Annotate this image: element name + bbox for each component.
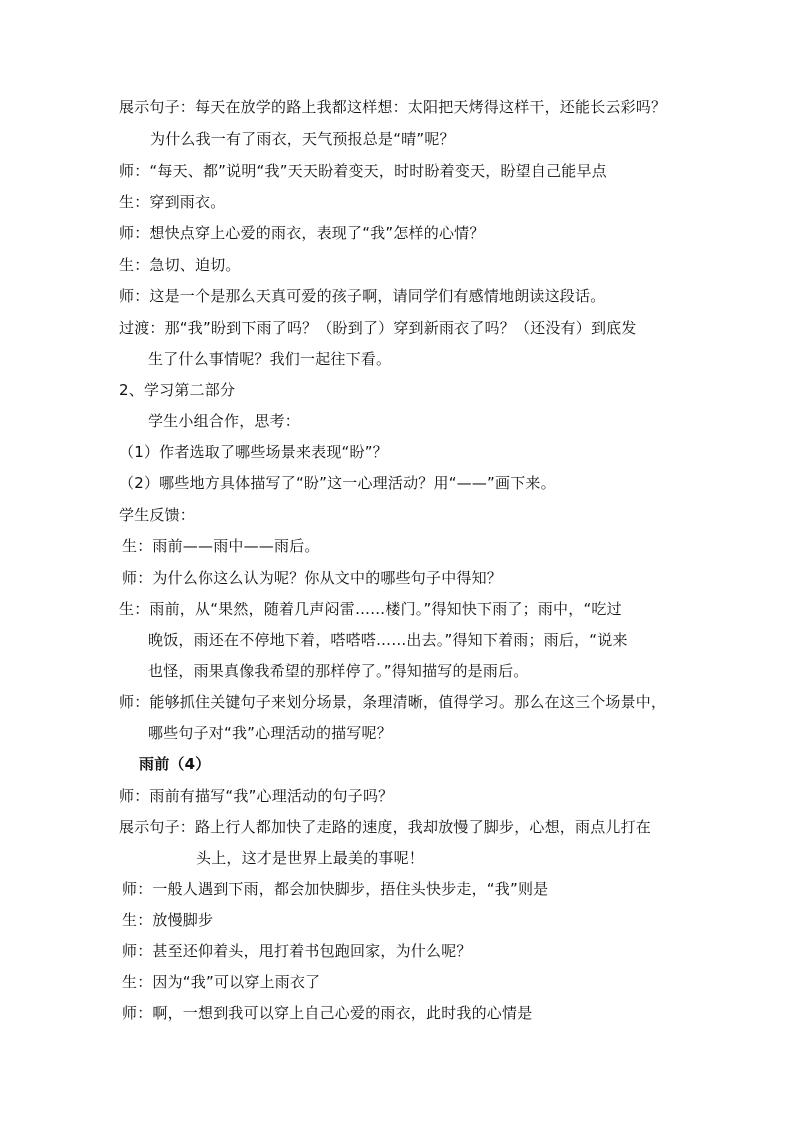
text-line: 生了什么事情呢？我们一起往下看。 <box>148 350 392 368</box>
text-line: 师：这是一个是那么天真可爱的孩子啊，请同学们有感情地朗读这段话。 <box>119 287 606 305</box>
section-heading: 2、学习第二部分 <box>119 381 236 399</box>
text-line: 过渡：那“我”盼到下雨了吗？（盼到了）穿到新雨衣了吗？（还没有）到底发 <box>119 319 637 337</box>
text-line: 展示句子：路上行人都加快了走路的速度，我却放慢了脚步，心想，雨点儿打在 <box>119 818 652 836</box>
text-line: 哪些句子对“我”心理活动的描写呢？ <box>148 724 392 742</box>
text-line: 师：能够抓住关键句子来划分场景，条理清晰，值得学习。那么在这三个场景中， <box>119 693 667 711</box>
text-line: 为什么我一有了雨衣，天气预报总是“晴”呢？ <box>150 130 455 148</box>
text-line: 生：雨前——雨中——雨后。 <box>122 537 320 555</box>
text-line: （2）哪些地方具体描写了“盼”这一心理活动？用“——”画下来。 <box>119 474 556 492</box>
text-line: 生：急切、迫切。 <box>119 256 241 274</box>
text-line: 生：穿到雨衣。 <box>119 193 226 211</box>
text-line: 也怪，雨果真像我希望的那样停了。”得知描写的是雨后。 <box>148 662 529 680</box>
text-line: 生：放慢脚步 <box>122 911 214 929</box>
text-line: 学生小组合作，思考： <box>148 412 301 430</box>
text-line: 学生反馈： <box>119 506 196 524</box>
text-line: 师：一般人遇到下雨，都会加快脚步，捂住头快步走，“我”则是 <box>122 880 549 898</box>
text-line: 师：“每天、都”说明“我”天天盼着变天，时时盼着变天，盼望自己能早点 <box>119 162 607 180</box>
text-line: 师：想快点穿上心爱的雨衣，表现了“我”怎样的心情？ <box>119 224 485 242</box>
text-line: 师：甚至还仰着头，甩打着书包跑回家，为什么呢？ <box>122 942 472 960</box>
text-line: 师：为什么你这么认为呢？你从文中的哪些句子中得知？ <box>122 569 503 587</box>
text-line: 头上，这才是世界上最美的事呢！ <box>196 849 425 867</box>
text-line: 师：啊，一想到我可以穿上自己心爱的雨衣，此时我的心情是 <box>122 1004 533 1022</box>
text-line: 生：因为“我”可以穿上雨衣了 <box>122 973 321 991</box>
text-line: 展示句子：每天在放学的路上我都这样想：太阳把天烤得这样干，还能长云彩吗？ <box>119 98 667 116</box>
text-line: 晚饭，雨还在不停地下着，嗒嗒嗒……出去。”得知下着雨；雨后，“说来 <box>148 631 628 649</box>
text-line: 生：雨前，从“果然，随着几声闷雷……楼门。”得知快下雨了；雨中，“吃过 <box>119 600 622 618</box>
text-line: 师：雨前有描写“我”心理活动的句子吗？ <box>119 787 394 805</box>
text-line: （1）作者选取了哪些场景来表现“盼”？ <box>119 443 388 461</box>
section-heading: 雨前（4） <box>139 755 211 773</box>
